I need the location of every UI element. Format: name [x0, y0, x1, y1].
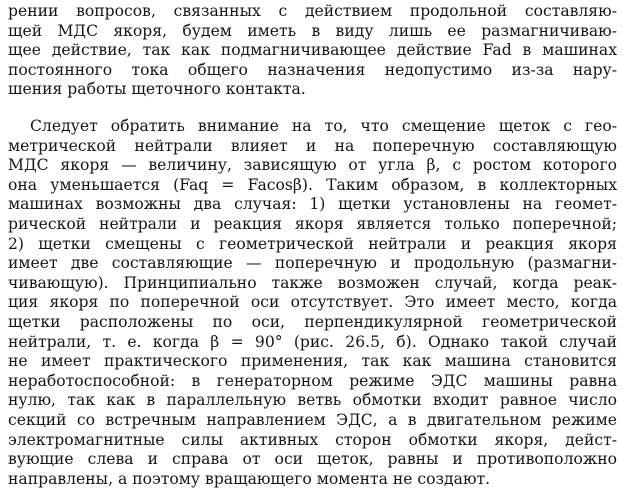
text-line-content: Следует обратить внимание на то, что смещение щеток с гео- — [30, 117, 617, 135]
text-line: она уменьшается (Faq = Facosβ). Таким образом, в коллекторных — [8, 175, 617, 194]
text-line: нейтрали, т. е. когда β = 90° (рис. 26.5, б). Однако такой случай — [8, 332, 617, 351]
text-line: вующие слева и справа от оси щеток, равны и противоположно — [8, 450, 617, 469]
paragraph-2 — [0, 117, 623, 489]
text-line: машинах возможны два случая: 1) щетки установлены на геомет- — [8, 195, 617, 214]
text-line: секций со встречным направлением ЭДС, а в двигательном режиме — [8, 410, 617, 429]
text-line: имеет две составляющие — поперечную и продольную (размагни- — [8, 254, 617, 273]
text-line: МДС якоря — величину, зависящую от угла β, с ростом которого — [8, 156, 617, 175]
text-line: ция якоря по поперечной оси отсутствует. Это имеет место, когда — [8, 293, 617, 312]
paragraph-1 — [0, 2, 623, 100]
text-line: нулю, так как в параллельную ветвь обмотки входит равное число — [8, 391, 617, 410]
text-line: 2) щетки смещены с геометрической нейтрали и реакция якоря — [8, 234, 617, 253]
text-line: чивающую). Принципиально также возможен случай, когда реак- — [8, 273, 617, 292]
text-line-first — [8, 117, 617, 137]
text-line: постоянного тока общего назначения недопустимо из-за нару- — [8, 60, 617, 79]
text-line: щей МДС якоря, будем иметь в виду лишь ее размагничиваю- — [8, 21, 617, 40]
text-line: рении вопросов, связанных с действием продольной составляю- — [8, 2, 617, 20]
text-line: щетки расположены по оси, перпендикулярной геометрической — [8, 312, 617, 331]
text-line: не имеет практического применения, так как машина становится — [8, 352, 617, 371]
text-line: шения работы щеточного контакта. — [8, 80, 306, 99]
text-line: рической нейтрали и реакция якоря является только поперечной; — [8, 214, 617, 233]
text-line: направлены, а поэтому вращающего момента не создают. — [8, 469, 491, 488]
text-line: метрической нейтрали влияет и на поперечную составляющую — [8, 136, 617, 155]
text-line: щее действие, так как подмагничивающее действие Fad в машинах — [8, 41, 617, 60]
text-line: неработоспособной: в генераторном режиме ЭДС машины равна — [8, 371, 617, 390]
text-line: электромагнитные силы активных сторон обмотки якоря, дейст- — [8, 430, 617, 449]
